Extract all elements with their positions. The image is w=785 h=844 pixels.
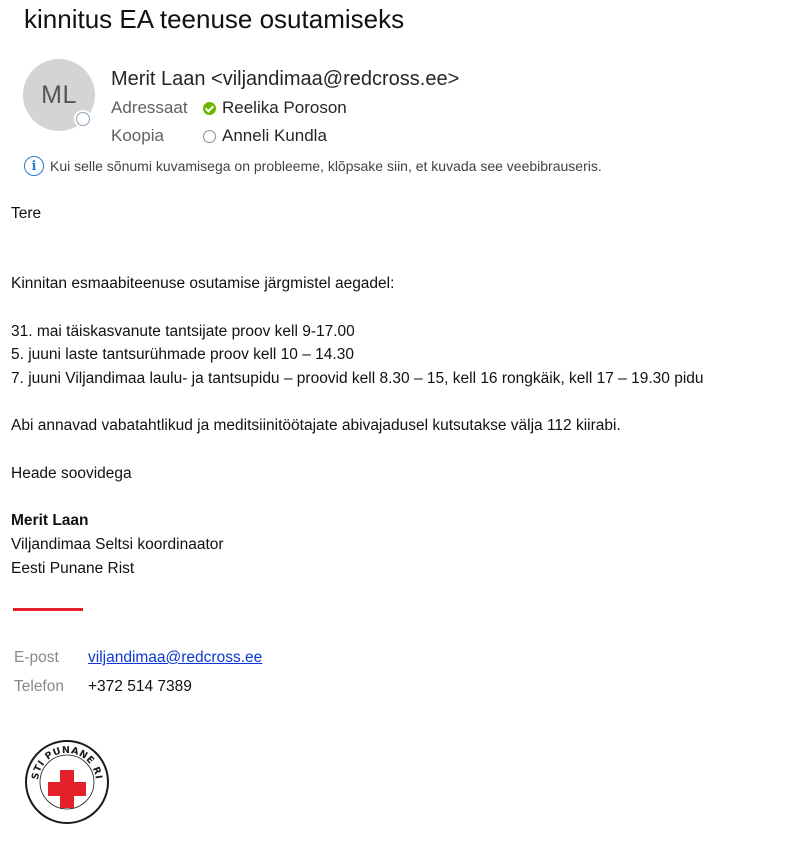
recipient-cc[interactable]: Anneli Kundla	[222, 126, 327, 145]
email-subject: kinnitus EA teenuse osutamiseks	[24, 4, 405, 34]
greeting: Tere	[11, 205, 42, 222]
schedule-line-2: 5. juuni laste tantsurühmade proov kell 10 – 14.30	[11, 346, 354, 363]
available-status-icon	[203, 102, 216, 115]
email-link[interactable]: viljandimaa@redcross.ee	[88, 649, 263, 666]
intro-text: Kinnitan esmaabiteenuse osutamise järgmistel aegadel:	[11, 275, 395, 292]
signature-org: Eesti Punane Rist	[11, 560, 135, 577]
signature-title: Viljandimaa Seltsi koordinaator	[11, 536, 224, 553]
to-row	[111, 98, 347, 118]
cc-row	[111, 126, 327, 146]
help-text: Abi annavad vabatahtlikud ja meditsiinitöötajate abivajadusel kutsutakse välja 112 kiirabi.	[11, 417, 621, 434]
email-label: E-post	[14, 649, 59, 666]
red-cross-logo	[24, 739, 110, 825]
cc-label: Koopia	[111, 126, 164, 145]
info-icon: i	[24, 156, 44, 176]
schedule-line-1: 31. mai täiskasvanute tantsijate proov kell 9-17.00	[11, 323, 355, 340]
to-label: Adressaat	[111, 98, 188, 117]
presence-status-icon	[74, 110, 92, 128]
schedule-line-3: 7. juuni Viljandimaa laulu- ja tantsupidu – proovid kell 8.30 – 15, kell 16 rongkäik, kell 17 – 19.30 pidu	[11, 370, 704, 387]
info-bar[interactable]	[24, 156, 602, 176]
phone-number: +372 514 7389	[88, 678, 192, 695]
closing-text: Heade soovidega	[11, 465, 132, 482]
red-cross-logo-icon	[24, 739, 110, 825]
avatar-initials: ML	[41, 80, 77, 109]
phone-label: Telefon	[14, 678, 64, 695]
sender-name[interactable]: Merit Laan <viljandimaa@redcross.ee>	[111, 68, 460, 90]
signature-name: Merit Laan	[11, 512, 89, 529]
recipient-to[interactable]: Reelika Poroson	[222, 98, 347, 117]
signature-divider	[13, 608, 83, 611]
svg-text:EESTI PUNANE RIST: STI PUNANE RI	[29, 744, 104, 781]
info-text[interactable]: Kui selle sõnumi kuvamisega on probleeme, klõpsake siin, et kuvada see veebibrauseris.	[50, 158, 602, 174]
offline-status-icon	[203, 130, 216, 143]
